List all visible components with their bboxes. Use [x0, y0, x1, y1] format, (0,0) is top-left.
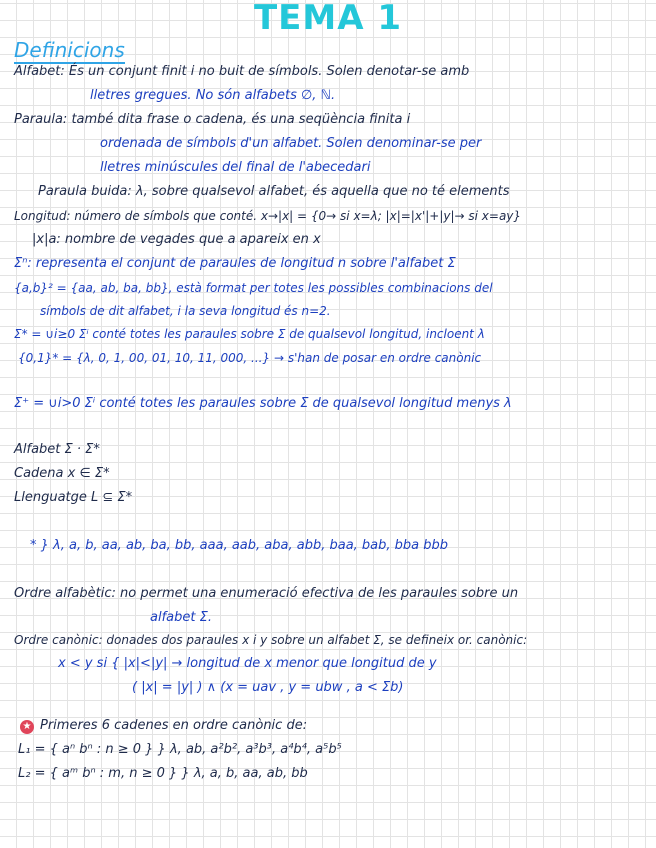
section-heading: Definicions	[14, 38, 125, 62]
note-line-llenguatge-summary: Llenguatge L ⊆ Σ*	[14, 490, 133, 505]
note-line-alfabet-summary: Alfabet Σ · Σ*	[14, 442, 100, 457]
exercise-marker-icon: ★	[20, 720, 34, 734]
note-line-alfabet: Alfabet: És un conjunt finit i no buit de símbols. Solen denotar-se amb	[14, 64, 470, 79]
note-line: |x|a: nombre de vegades que a apareix en x	[32, 232, 321, 247]
note-line: ordenada de símbols d'un alfabet. Solen denominar-se per	[100, 136, 482, 151]
note-line-l1: L₁ = { aⁿ bⁿ : n ≥ 0 } } λ, ab, a²b², a³b³, a⁴b⁴, a⁵b⁵	[18, 742, 342, 757]
note-line-ordre-canonic: Ordre canònic: donades dos paraules x i y sobre un alfabet Σ, se defineix or. canònic:	[14, 633, 528, 647]
note-line: símbols de dit alfabet, i la seva longitud és n=2.	[40, 304, 331, 318]
note-line: alfabet Σ.	[150, 610, 212, 625]
note-line-l2: L₂ = { aᵐ bⁿ : m, n ≥ 0 } } λ, a, b, aa, ab, bb	[18, 766, 308, 781]
note-line-sigma-star: Σ* = ∪i≥0 Σⁱ conté totes les paraules sobre Σ de qualsevol longitud, incloent λ	[14, 327, 485, 341]
note-line-ordre-alfabetic: Ordre alfabètic: no permet una enumeració efectiva de les paraules sobre un	[14, 586, 519, 601]
note-line-paraula-buida: Paraula buida: λ, sobre qualsevol alfabet, és aquella que no té elements	[38, 184, 510, 199]
page-title: TEMA 1	[253, 0, 403, 38]
note-line: {0,1}* = {λ, 0, 1, 00, 01, 10, 11, 000, ...} → s'han de posar en ordre canònic	[18, 351, 482, 365]
note-line: lletres gregues. No són alfabets ∅, ℕ.	[90, 88, 336, 103]
note-line: ( |x| = |y| ) ∧ (x = uav , y = ubw , a < Σb)	[132, 680, 404, 695]
note-line-sigma-n: Σⁿ: representa el conjunt de paraules de longitud n sobre l'alfabet Σ	[14, 256, 456, 271]
note-line-example-list: * } λ, a, b, aa, ab, ba, bb, aaa, aab, aba, abb, baa, bab, bba bbb	[30, 538, 449, 553]
note-line: x < y si { |x|<|y| → longitud de x menor que longitud de y	[58, 656, 437, 671]
note-line: lletres minúscules del final de l'abecedari	[100, 160, 371, 175]
note-line-cadena-summary: Cadena x ∈ Σ*	[14, 466, 110, 481]
note-line-longitud: Longitud: número de símbols que conté. x→|x| = {0→ si x=λ; |x|=|x'|+|y|→ si x=ay}	[14, 209, 522, 223]
note-line-exercise: Primeres 6 cadenes en ordre canònic de:	[40, 718, 308, 733]
note-line: {a,b}² = {aa, ab, ba, bb}, està format per totes les possibles combinacions del	[14, 281, 493, 295]
note-line-paraula: Paraula: també dita frase o cadena, és una seqüència finita i	[14, 112, 411, 127]
note-line-sigma-plus: Σ⁺ = ∪i>0 Σⁱ conté totes les paraules sobre Σ de qualsevol longitud menys λ	[14, 396, 512, 411]
